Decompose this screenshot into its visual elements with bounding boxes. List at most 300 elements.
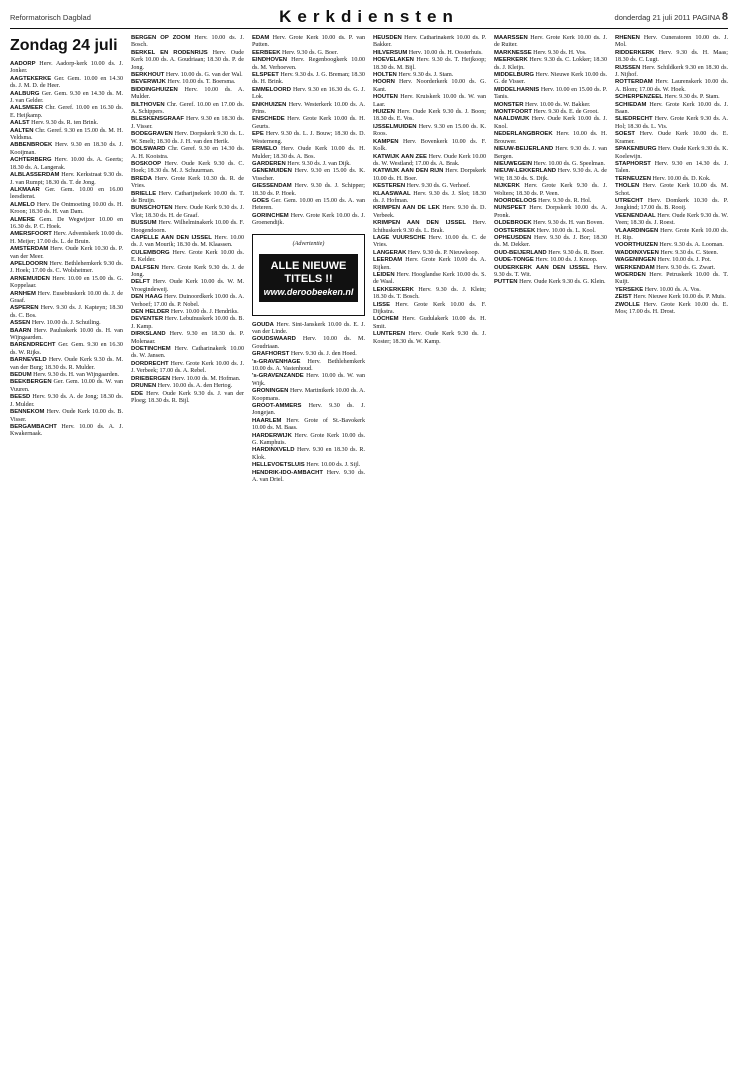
listing-services: Herv. 9.30 ds. H. Vos. <box>533 49 587 56</box>
listing-services: Herv. 9.30 en 18.30 ds. R. Klok. <box>252 447 365 461</box>
listing-place: MONTFOORT <box>494 109 532 116</box>
listing-place: AMSTERDAM <box>10 246 49 253</box>
listing-place: GRONINGEN <box>252 388 289 395</box>
listing-place: TERNEUZEN <box>615 175 651 182</box>
listing-services: Herv. 9.30 ds. J. van Bergen. <box>494 146 607 160</box>
listing-place: MARKNESSE <box>494 49 532 56</box>
listing-place: BOSKOOP <box>131 160 162 167</box>
church-listing <box>615 176 728 183</box>
church-listing <box>252 102 365 117</box>
listing-place: DRIEBERGEN <box>131 375 171 382</box>
listing-place: BREDA <box>131 175 152 182</box>
listing-services: Ger. Gem. 9.30 en 16.30 ds. W. Rijks. <box>10 342 123 356</box>
listing-services: Herv. Lebuïnuskerk 10.00 ds. B. J. Kamp. <box>131 316 244 330</box>
church-listing <box>494 87 607 102</box>
column-1 <box>10 35 123 1063</box>
listing-place: EERBEEK <box>252 49 281 56</box>
church-listing <box>131 391 244 406</box>
listing-services: Ger. Gem. 10.00 en 15.00 ds. A. van Heteren. <box>252 197 365 212</box>
church-listing <box>10 394 123 409</box>
listing-services: Herv. Aadorp-kerk 10.00 ds. J. Jonker. <box>10 61 123 75</box>
listing-place: ZWOLLE <box>615 301 640 308</box>
church-listing <box>373 139 486 154</box>
listing-services: Herv. 10.00 ds. J. Pot. <box>657 257 712 264</box>
listing-services: Herv. Oude Kerk 10.00 ds. J. Knol. <box>494 116 607 130</box>
church-listing <box>10 305 123 320</box>
listing-services: Herv. Dorpskerk 9.30 ds. L. W. Smelt; 18.30 ds. J. H. van den Herik. <box>131 131 244 145</box>
listing-place: BUNSCHOTEN <box>131 205 173 212</box>
listing-services: Chr. Geref. 9.30 en 14.30 ds. A. H. Kooistra. <box>131 146 244 160</box>
listing-place: HOLTEN <box>373 72 397 79</box>
church-listing <box>252 418 365 433</box>
listing-services: Herv. Grote Kerk 10.00 ds. M. Schot. <box>615 183 728 197</box>
church-listing <box>10 61 123 76</box>
listing-place: OUDERKERK AAN DEN IJSSEL <box>494 264 590 271</box>
advertisement <box>252 234 365 316</box>
listing-services: Herv. Oude Kerk 10.00 ds. B. Visser. <box>10 409 123 423</box>
listing-services: Herv. Grote Kerk 10.00 ds. F. Dijkstra. <box>373 301 486 316</box>
church-listing <box>494 279 607 286</box>
church-listing <box>252 87 365 102</box>
church-listing <box>252 183 365 198</box>
church-listing <box>131 205 244 220</box>
listing-services: Herv. 10.00 ds. M. Goudriaan. <box>252 336 365 350</box>
listing-services: Herv. 10.00 ds. G. Speelman. <box>533 160 606 167</box>
listing-place: HARDERWIJK <box>252 432 292 439</box>
listing-services: Herv. Oude Kerk 10.00 ds. H. Mulder; 18.30 ds. A. Bos. <box>252 146 365 160</box>
listing-place: GORINCHEM <box>252 212 289 219</box>
church-listing <box>252 198 365 213</box>
listing-services: Herv. Oude Kerk 9.30 ds. J. Boon; 18.30 ds. E. Vos. <box>373 109 486 123</box>
listing-services: Herv. Grote Kerk 9.30 ds. J. Wolters; 18.30 ds. P. Veen. <box>494 183 607 197</box>
listing-services: Herv. 9.30 en 18.30 ds. J. Kooijman. <box>10 142 123 156</box>
church-listing <box>494 102 607 109</box>
listing-services: Herv. 10.00 ds. W. Bakker. <box>525 101 591 108</box>
listing-place: VOORTHUIZEN <box>615 242 658 249</box>
listing-place: DALFSEN <box>131 264 159 271</box>
listing-place: KATWIJK AAN ZEE <box>373 153 427 160</box>
listing-services: Herv. Adventskerk 10.00 ds. H. Meijer; 17.00 ds. L. de Bruin. <box>10 231 123 245</box>
listing-services: Herv. 10.00 ds. A. Mulder. <box>131 86 244 101</box>
day-heading: Zondag 24 juli <box>10 37 118 54</box>
listing-place: LUNTEREN <box>373 331 406 338</box>
church-listing <box>494 183 607 198</box>
listing-services: Herv. Nieuwe Kerk 10.00 ds. G. de Visser. <box>494 72 607 86</box>
listing-services: Herv. 9.30 ds. J. van Dijk. <box>287 160 351 167</box>
ad-label: (Advertentie) <box>292 240 325 247</box>
listing-services: Herv. 9.30 ds. G. Zwart. <box>656 264 716 271</box>
church-listing <box>10 231 123 246</box>
church-listing <box>131 87 244 102</box>
church-listing <box>373 205 486 220</box>
church-listing <box>131 131 244 146</box>
listing-services: Herv. 10.00 en 15.00 ds. P. Tanis. <box>494 86 607 101</box>
listing-services: Herv. 9.30 en 18.30 ds. P. Molenaar. <box>131 331 244 345</box>
church-listing <box>131 279 244 294</box>
listing-services: Herv. 10.00 en 15.00 ds. G. Koppelaar. <box>10 275 123 290</box>
listing-services: Herv. 9.30 ds. P. Nieuwkoop. <box>407 249 480 256</box>
listing-services: Herv. 9.30 ds. P. Stam. <box>664 94 720 101</box>
ad-url-link[interactable]: www.deroobeeken.nl <box>263 286 354 297</box>
listing-services: Herv. Grote Kerk 10.00 ds. A. Rijken. <box>373 257 486 271</box>
listing-services: Chr. Geref. 9.30 en 15.00 ds. M. H. Veldsma. <box>10 127 123 142</box>
church-listing <box>10 320 123 327</box>
listing-place: MIDDELHARNIS <box>494 86 540 93</box>
church-listing <box>131 50 244 72</box>
listings-columns <box>10 35 728 1063</box>
church-listing <box>10 217 123 232</box>
column-6 <box>615 35 728 1063</box>
church-listing <box>252 373 365 388</box>
church-listing <box>373 220 486 235</box>
church-listing <box>10 372 123 379</box>
listing-services: Herv. Bovenkerk 10.00 ds. F. Kolk. <box>373 138 486 153</box>
church-listing <box>252 161 365 168</box>
church-listing <box>252 57 365 72</box>
church-listing <box>373 316 486 331</box>
church-listing <box>373 72 486 79</box>
listing-services: Herv. Oude Kerk 9.30 ds. J. Vlot; 18.30 ds. H. de Graaf. <box>131 205 244 219</box>
listing-place: DEN HELDER <box>131 309 170 316</box>
section-title: Kerkdiensten <box>279 7 459 26</box>
church-listing <box>10 157 123 172</box>
church-listing <box>252 72 365 87</box>
listing-services: Herv. Grote Kerk 10.00 ds. G. Kamphuis. <box>252 432 365 447</box>
church-listing <box>252 433 365 448</box>
listing-place: HOEVELAKEN <box>373 57 414 64</box>
listing-place: LEKKERKERK <box>373 286 414 293</box>
church-listing <box>373 257 486 272</box>
listing-services: Herv. Cuneratoren 10.00 ds. J. Mol. <box>615 35 728 49</box>
church-listing <box>252 50 365 57</box>
listing-place: BEEKBERGEN <box>10 379 52 386</box>
church-listing <box>131 79 244 86</box>
listing-services: Herv. 9.30 en 15.00 ds. K. Roos. <box>373 123 486 138</box>
listing-services: Herv. Grote Kerk 10.00 ds. P. van Putten. <box>252 35 365 49</box>
listing-services: Herv. 9.30 ds. L. J. Bouw; 18.30 ds. D. Westerneng. <box>252 131 365 145</box>
listing-place: NIEUW-BEIJERLAND <box>494 146 554 153</box>
listing-place: DEVENTER <box>131 316 164 323</box>
listing-services: Herv. Petruskerk 10.00 ds. T. Kuijt. <box>615 272 728 286</box>
church-listing <box>10 424 123 439</box>
listing-place: RIJSSEN <box>615 64 641 71</box>
listing-services: Herv. 10.00 ds. J. Bosch. <box>131 35 244 49</box>
listing-place: DIRKSLAND <box>131 331 166 338</box>
church-listing <box>10 142 123 157</box>
listing-services: Herv. 10.00 ds. A. den Hertog. <box>157 383 233 390</box>
church-listing <box>252 116 365 131</box>
listing-services: Herv. Bethlehemkerk 9.30 ds. J. Hoek; 17.00 ds. C. Wolsheimer. <box>10 260 123 275</box>
listing-services: Herv. 9.30 ds. J. Stam. <box>398 72 454 79</box>
church-listing <box>494 265 607 280</box>
listing-services: Herv. Ichthuskerk 9.30 ds. L. Brak. <box>373 220 486 234</box>
listing-place: SPAKENBURG <box>615 146 657 153</box>
listing-services: Herv. De Ontmoeting 10.00 ds. H. Kroon; 18.30 ds. H. van Dam. <box>10 201 123 216</box>
church-listing <box>615 272 728 287</box>
listing-place: GOUDSWAARD <box>252 336 296 343</box>
listing-services: Herv. 9.30 ds. R. Boer. <box>548 249 604 256</box>
listing-services: Chr. Geref. 10.00 en 17.00 ds. A. Schippers. <box>131 101 244 116</box>
listing-services: Herv. Grote Kerk 9.30 ds. A. Hol; 18.30 ds. L. Vis. <box>615 116 728 130</box>
listing-place: BEDUM <box>10 372 32 379</box>
listing-place: SCHIEDAM <box>615 101 647 108</box>
listing-place: DORDRECHT <box>131 360 169 367</box>
listing-services: Herv. Oude Kerk 9.30 ds. W. Veen; 18.30 ds. J. Roest. <box>615 212 728 227</box>
church-listing <box>10 342 123 357</box>
listing-place: LAGE VUURSCHE <box>373 234 426 241</box>
listing-services: Herv. Domkerk 10.30 ds. P. Jongkind; 17.00 ds. B. Rooij. <box>615 197 728 212</box>
listing-place: KESTEREN <box>373 183 406 190</box>
listing-place: LEERDAM <box>373 257 403 264</box>
church-listing <box>615 294 728 301</box>
church-listing <box>252 462 365 469</box>
church-listing <box>615 102 728 117</box>
church-listing <box>131 191 244 206</box>
listing-services: Herv. 10.00 ds. G. van der Wal. <box>165 72 243 79</box>
listing-place: HELLEVOETSLUIS <box>252 462 305 469</box>
listing-services: Herv. Catharinakerk 10.00 ds. P. Bakker. <box>373 35 486 49</box>
church-listing <box>494 250 607 257</box>
listing-place: GRAFHORST <box>252 351 290 358</box>
listing-place: RIDDERKERK <box>615 49 655 56</box>
church-listing <box>131 72 244 79</box>
church-listing <box>131 294 244 309</box>
church-listing <box>131 316 244 331</box>
listing-services: Herv. 9.30 ds. J. G. Breman; 18.30 ds. H. Brink. <box>252 72 365 86</box>
listing-services: Herv. 9.30 ds. J. Schipper; 18.30 ds. P. Hoek. <box>252 183 365 197</box>
church-listing <box>131 146 244 161</box>
listing-services: Herv. 10.00 ds. W. van Wijk. <box>252 373 365 387</box>
church-listing <box>373 287 486 302</box>
listing-services: Herv. 10.00 ds. T. Boersma. <box>167 79 236 86</box>
listing-services: Herv. Oude Kerk 9.30 ds. K. Koelewijn. <box>615 146 728 160</box>
listing-services: Herv. 9.30 ds. A. de Jong; 18.30 ds. J. Mulder. <box>10 394 123 408</box>
page-label: PAGINA <box>692 13 720 22</box>
church-listing <box>494 235 607 250</box>
listing-place: KLAASWAAL <box>373 190 411 197</box>
listing-services: Herv. 10.00 ds. L. Kool. <box>536 227 596 234</box>
listing-place: KRIMPEN AAN DE LEK <box>373 205 440 212</box>
listing-services: Herv. 10.00 ds. J. Knoop. <box>535 257 598 264</box>
church-listing <box>10 128 123 143</box>
listing-services: Herv. Sint-Janskerk 10.00 ds. E. J. van der Linde. <box>252 321 365 335</box>
listing-place: OUDE-TONGE <box>494 257 534 264</box>
listing-services: Herv. 9.30 ds. H. van Wijngaarden. <box>33 372 120 379</box>
church-listing <box>373 183 486 190</box>
listing-place: SOEST <box>615 131 635 138</box>
listing-place: BIDDINGHUIZEN <box>131 86 178 93</box>
listing-place: KATWIJK AAN DEN RIJN <box>373 168 444 175</box>
listing-place: STAPHORST <box>615 160 651 167</box>
church-listing <box>373 57 486 72</box>
church-listing <box>131 250 244 265</box>
listing-services: Herv. Grote Kerk 9.30 ds. J. de Jong. <box>131 264 244 278</box>
listing-place: ZEIST <box>615 294 632 301</box>
church-listing <box>131 102 244 117</box>
listing-place: HARDINXVELD <box>252 447 295 454</box>
church-listing <box>494 257 607 264</box>
listing-place: PUTTEN <box>494 279 518 286</box>
church-listing <box>252 336 365 351</box>
church-listing <box>615 161 728 176</box>
listing-place: DEN HAAG <box>131 294 163 301</box>
listing-place: DELFT <box>131 279 150 286</box>
listing-place: BERKEL EN RODENRIJS <box>131 49 208 56</box>
listing-place: ARNHEM <box>10 290 36 297</box>
listing-place: GARDEREN <box>252 160 286 167</box>
listing-services: Herv. Oude Kerk 9.30 ds. M. van der Burg; 18.30 ds. R. Mulder. <box>10 357 123 371</box>
church-listing <box>494 198 607 205</box>
church-listing <box>373 331 486 346</box>
church-listing <box>10 409 123 424</box>
church-listing <box>10 379 123 394</box>
church-listing <box>252 146 365 161</box>
listing-services: Herv. Catharinakerk 10.00 ds. W. Jansen. <box>131 346 244 360</box>
church-listing <box>494 109 607 116</box>
listing-services: Herv. 10.00 ds. A. Vos. <box>644 286 701 293</box>
listing-place: AALTEN <box>10 127 34 134</box>
listing-services: Herv. Kerkstraat 9.30 ds. J. van Rumpt; 18.30 ds. T. de Jong. <box>10 172 123 186</box>
listing-services: Herv. 9.30 ds. T. Wit. <box>494 264 607 278</box>
listing-place: GROOT-AMMERS <box>252 403 302 410</box>
listing-services: Herv. 9.30 ds. C. Lokker; 18.30 ds. J. Kleijn. <box>494 57 607 71</box>
church-listing <box>10 246 123 261</box>
listing-place: HEUSDEN <box>373 35 402 41</box>
listing-place: AALST <box>10 120 30 127</box>
listing-place: HENDRIK-IDO-AMBACHT <box>252 469 324 476</box>
ad-banner[interactable] <box>259 254 358 302</box>
listing-place: NOORDELOOS <box>494 197 537 204</box>
church-listing <box>10 120 123 127</box>
church-listing <box>373 35 486 50</box>
church-listing <box>615 116 728 131</box>
listing-services: Herv. Oude Kerk 9.30 ds. J. van der Ploeg; 18.30 ds. R. Bijl. <box>131 390 244 404</box>
church-listing <box>131 116 244 131</box>
listing-place: KRIMPEN AAN DEN IJSSEL <box>373 220 466 227</box>
listing-services: Herv. 10.00 ds. M. Hofman. <box>171 375 241 382</box>
listing-services: Herv. 9.30 ds. J. Klein; 18.30 ds. T. Bosch. <box>373 286 486 301</box>
listing-place: RHENEN <box>615 35 640 41</box>
listing-services: Herv. 9.30 ds. J. Slot; 18.30 ds. J. Hofman. <box>373 190 486 204</box>
listing-services: Herv. Oude Kerk 10.00 ds. W. Westland; 17.00 ds. A. Brak. <box>373 153 486 167</box>
listing-services: Herv. 9.30 ds. E. de Groot. <box>533 109 599 116</box>
listing-services: Herv. 9.30 ds. D. Verbeek. <box>373 205 486 219</box>
listing-place: NEDERLANGBROEK <box>494 131 553 138</box>
listing-place: NIEUW-LEKKERLAND <box>494 168 557 175</box>
church-listing <box>373 250 486 257</box>
listing-place: BERGAMBACHT <box>10 423 57 430</box>
listing-services: Herv. 9.30 ds. J. Kapteyn; 18.30 ds. C. Bos. <box>10 305 123 319</box>
listing-place: SCHERPENZEEL <box>615 94 663 101</box>
masthead <box>10 6 728 29</box>
listing-place: OOSTERBEEK <box>494 227 536 234</box>
listing-services: Ger. Gem. 9.30 en 14.30 ds. M. J. van Gelder. <box>10 90 123 105</box>
church-listing <box>373 235 486 250</box>
listing-place: CULEMBORG <box>131 249 170 256</box>
listing-services: Herv. 9.30 en 15.00 ds. K. Visscher. <box>252 168 365 182</box>
church-listing <box>131 361 244 376</box>
listing-services: Herv. 9.30 en 16.30 ds. G. J. Lok. <box>252 86 365 101</box>
church-listing <box>615 198 728 213</box>
listing-services: Herv. 10.00 ds. H. Brouwer. <box>494 131 607 145</box>
church-listing <box>252 351 365 358</box>
listing-place: EINDHOVEN <box>252 57 288 64</box>
listing-place: BUSSUM <box>131 220 157 227</box>
listing-services: Herv. Eusebiuskerk 10.00 ds. J. de Graaf. <box>10 290 123 304</box>
listing-services: Herv. Grote Kerk 10.00 ds. H. Rip. <box>615 227 728 241</box>
church-listing <box>252 131 365 146</box>
church-listing <box>615 257 728 264</box>
listing-place: BARENDRECHT <box>10 342 56 349</box>
listing-place: GIESSENDAM <box>252 183 292 190</box>
listing-place: BEESD <box>10 394 31 401</box>
listing-place: HOUTEN <box>373 94 398 101</box>
church-listing <box>131 161 244 176</box>
column-5 <box>494 35 607 1063</box>
listing-services: Herv. 10.00 ds. J. Schuiling. <box>31 320 101 327</box>
church-listing <box>252 388 365 403</box>
listing-services: Herv. 9.30 ds. A. van Driel. <box>252 469 365 484</box>
listing-place: BARNEVELD <box>10 357 47 364</box>
church-listing <box>615 79 728 94</box>
church-listing <box>373 168 486 183</box>
column-3 <box>252 35 365 1063</box>
listing-place: BOLSWARD <box>131 146 166 153</box>
church-listing <box>494 205 607 220</box>
church-listing <box>131 235 244 250</box>
church-listing <box>615 302 728 317</box>
listing-services: Herv. Bethlehemkerk 10.00 ds. A. Vastenhoud. <box>252 358 365 372</box>
listing-place: OUD-BEIJERLAND <box>494 249 547 256</box>
listing-place: NUNSPEET <box>494 205 527 212</box>
ad-headline: ALLE NIEUWE TITELS !! <box>270 259 347 285</box>
listing-services: Gem. De Wegwijzer 10.00 en 16.30 ds. P. C. Hoek. <box>10 216 123 230</box>
listing-place: LISSE <box>373 301 391 308</box>
newspaper-name: Reformatorisch Dagblad <box>10 12 91 22</box>
church-listing <box>494 72 607 87</box>
church-listing <box>615 242 728 249</box>
church-listing <box>10 328 123 343</box>
listing-services: Herv. 9.30 ds. H. Maas; 18.30 ds. C. Lugt. <box>615 49 728 64</box>
listing-place: MONSTER <box>494 101 524 108</box>
listing-services: Herv. Grote Kerk 10.30 ds. R. de Vries. <box>131 175 244 190</box>
church-listing <box>373 154 486 169</box>
church-listing <box>131 309 244 316</box>
church-listing <box>615 131 728 146</box>
listing-services: Herv. 9.30 ds. G. Verhoef. <box>406 183 471 190</box>
listing-services: Herv. Nieuwe Kerk 10.00 ds. P. Muis. <box>633 294 726 301</box>
church-listing <box>494 50 607 57</box>
church-listing <box>615 183 728 198</box>
listing-services: Herv. 9.30 ds. J. den Hoed. <box>290 351 357 358</box>
church-listing <box>615 50 728 65</box>
listing-services: Ger. Gem. 10.00 en 16.00 leesdienst. <box>10 186 123 201</box>
listing-services: Herv. Oude Kerk 9.30 ds. G. Klein. <box>519 279 606 286</box>
listing-place: GOES <box>252 197 270 204</box>
listing-place: DRUNEN <box>131 383 157 390</box>
page-date-number <box>508 11 728 23</box>
listing-place: BODEGRAVEN <box>131 131 173 138</box>
church-listing <box>10 105 123 120</box>
church-listing <box>131 35 244 50</box>
listing-place: AMERSFOORT <box>10 231 52 238</box>
listing-services: Herv. Catharijnekerk 10.00 ds. T. de Bruijn. <box>131 190 244 204</box>
listing-place: NIEUWEGEIN <box>494 160 532 167</box>
church-listing <box>131 265 244 280</box>
church-listing <box>252 359 365 374</box>
church-listing <box>494 57 607 72</box>
listing-place: LANGERAK <box>373 249 407 256</box>
